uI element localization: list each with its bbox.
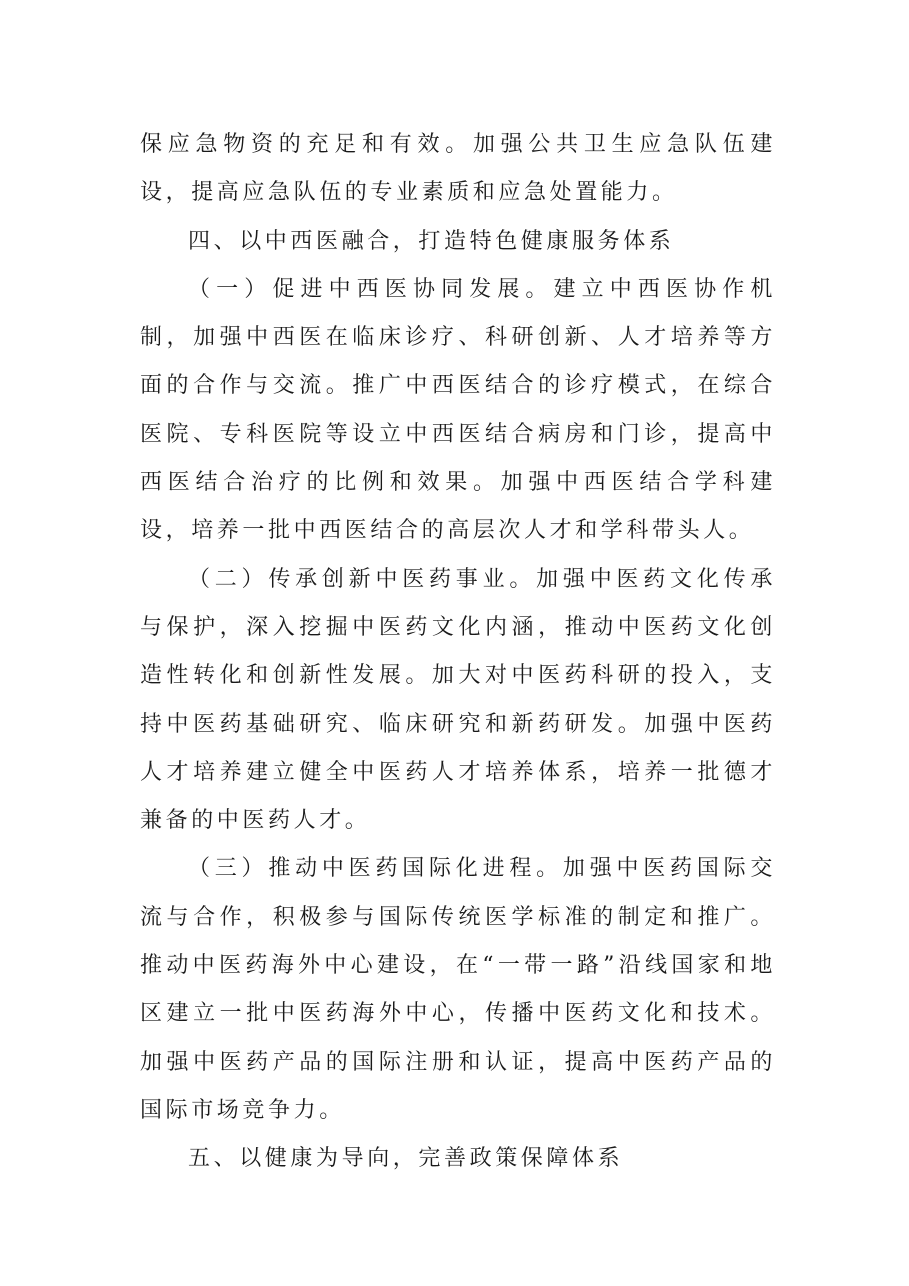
paragraph-item-three: （三）推动中医药国际化进程。加强中医药国际交流与合作，积极参与国际传统医学标准的制定和推广。推动中医药海外中心建设，在“一带一路”沿线国家和地区建立一批中医药海外中心，传播中医药文化和技术。加强中医药产品的国际注册和认证，提高中医药产品的国际市场竞争力。 xyxy=(140,856,776,1123)
paragraph-item-two: （二）传承创新中医药事业。加强中医药文化传承与保护，深入挖掘中医药文化内涵，推动中医药文化创造性转化和创新性发展。加大对中医药科研的投入，支持中医药基础研究、临床研究和新药研发。加强中医药人才培养建立健全中医药人才培养体系，培养一批德才兼备的中医药人才。 xyxy=(140,566,776,834)
paragraph-continuation: 保应急物资的充足和有效。加强公共卫生应急队伍建设，提高应急队伍的专业素质和应急处置能力。 xyxy=(140,132,776,206)
paragraph-item-one: （一）促进中西医协同发展。建立中西医协作机制，加强中西医在临床诊疗、科研创新、人才培养等方面的合作与交流。推广中西医结合的诊疗模式，在综合医院、专科医院等设立中西医结合病房和门诊，提高中西医结合治疗的比例和效果。加强中西医结合学科建设，培养一批中西医结合的高层次人才和学科带头人。 xyxy=(140,276,776,544)
document-body xyxy=(140,121,776,1184)
section-heading-four: 四、以中西医融合，打造特色健康服务体系 xyxy=(188,228,675,254)
section-heading-five: 五、以健康为导向，完善政策保障体系 xyxy=(188,1146,624,1172)
